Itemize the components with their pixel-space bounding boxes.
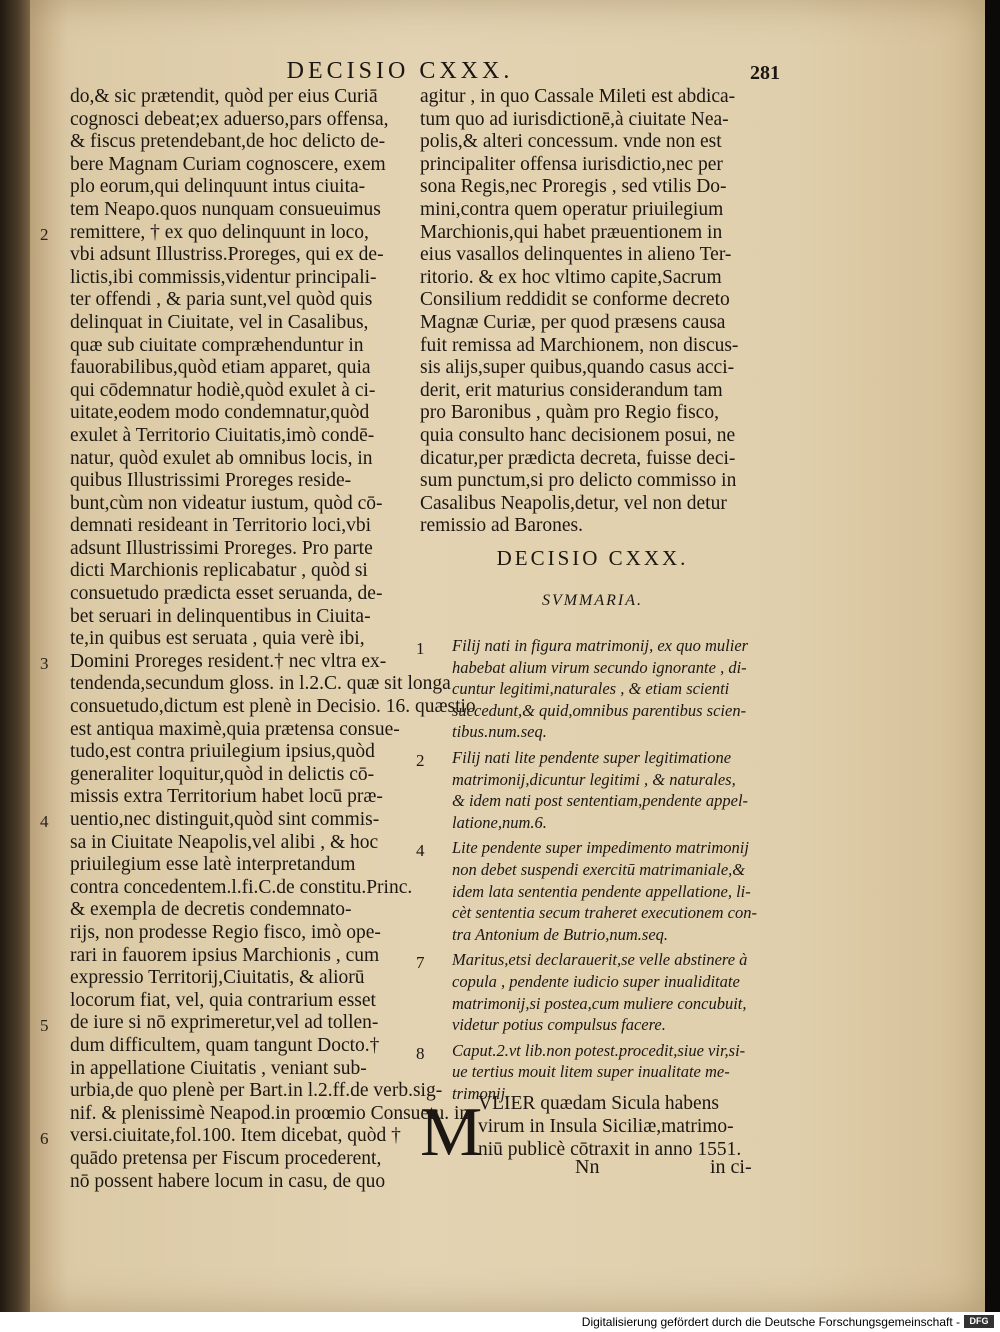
text-line: quādo pretensa per Fiscum procederent, [70,1147,382,1169]
text-line: tem Neapo.quos nunquam consueuimus [70,198,381,220]
text-line: mini,contra quem operatur priuilegium [420,198,724,220]
text-line: adsunt Illustrissimi Proreges. Pro parte [70,537,373,559]
text-line: matrimonij,si postea,cum muliere concubuit, [452,993,747,1013]
footer-credit: Digitalisierung gefördert durch die Deutsche Forschungsgemeinschaft - [581,1315,960,1329]
text-line: derit, erit maturius considerandum tam [420,379,723,401]
text-line: missis extra Territorium habet locū præ- [70,786,383,808]
text-line: Filij nati lite pendente super legitimatione [452,747,732,767]
text-line: ritorio. & ex hoc vltimo capite,Sacrum [420,266,722,288]
text-line: trimonij. [452,1083,510,1103]
summary-text [452,635,771,743]
text-line: niū publicè cōtraxit in anno 1551. [478,1139,742,1160]
text-line: nō possent habere locum in casu, de quo [70,1170,386,1192]
text-line: dicti Marchionis replicabatur , quòd si [70,560,368,582]
margin-number: 3 [40,654,49,673]
text-line: & fiscus pretendebant,de hoc delicto de- [70,131,386,153]
text-line: consuetudo prædicta esset seruanda, de- [70,583,383,605]
left-text-column [70,86,476,1193]
text-line: bunt,cùm non videatur iustum, quòd cō- [70,492,383,514]
text-line: latione,num.6. [452,812,547,832]
text-line: remissio ad Barones. [420,515,584,537]
text-line: habebat alium virum secundo ignorante , di- [452,657,747,677]
text-line: tibus.num.seq. [452,722,547,742]
text-line: fauorabilibus,quòd etiam apparet, quia [70,357,371,379]
text-line: quæ sub ciuitate compræhenduntur in [70,334,364,356]
text-line: natur, quòd exulet ab omnibus locis, in [70,447,373,469]
text-line: polis,& alteri concessum. vnde non est [420,131,722,153]
summary-number: 4 [416,841,425,861]
text-line: principaliter offensa iurisdictio,nec per [420,153,723,175]
text-line: & exempla de decretis condemnato- [70,899,352,921]
text-line: contra concedentem.l.fi.C.de constitu.Princ. [70,876,413,898]
text-line: rijs, non prodesse Regio fisco, imò ope- [70,921,381,943]
text-line: Consilium reddidit se conforme decreto [420,289,730,311]
text-line: sa in Ciuitate Neapolis,vel alibi , & hoc [70,831,379,853]
text-line: tum quo ad iurisdictionē,à ciuitate Nea- [420,108,729,130]
text-line: vbi adsunt Illustriss.Proreges, qui ex de- [70,244,384,266]
text-line: nif. & plenissimè Neapod.in proœmio Consuetu. in [70,1102,470,1124]
text-line: uentio,nec distinguit,quòd sint commis- [70,809,380,830]
signature-mark: Nn [575,1156,600,1178]
summaria-label: SVMMARIA. [541,592,644,609]
text-line: tudo,est contra priuilegium ipsius,quòd [70,741,375,763]
text-line: ter offendi , & paria sunt,vel quòd quis [70,289,373,311]
text-line: quibus Illustrissimi Proreges reside- [70,470,352,492]
margin-number: 4 [40,812,49,832]
text-line: agitur , in quo Cassale Mileti est abdica- [420,86,736,107]
folio-number: 281 [750,62,780,84]
summary-number: 8 [416,1043,425,1063]
text-line: eius vasallos delinquentes in alieno Ter- [420,244,732,266]
text-line: te,in quibus est seruata , quia verè ibi, [70,628,365,650]
running-head: DECISIO CXXX. [286,58,514,84]
summary-text [452,837,771,945]
margin-number: 5 [40,1015,49,1035]
decision-body-text [478,1092,768,1161]
summary-item [416,635,771,743]
text-line: versi.ciuitate,fol.100. Item dicebat, quòd † [70,1125,401,1147]
text-line: priuilegium esse latè interpretandum [70,854,356,876]
text-line: Casalibus Neapolis,detur, vel non detur [420,492,727,514]
text-line: Magnæ Curiæ, per quod præsens causa [420,311,726,333]
text-line: demnati resideant in Territorio loci,vbi [70,515,371,537]
text-line: est antiqua maximè,quia prætensa consue- [70,718,400,740]
text-line: videtur potius compulsus facere. [452,1015,666,1035]
text-line: copula , pendente iudicio super inualiditate [452,971,740,991]
drop-capital: M [420,1094,483,1171]
footer-bar [0,1312,1000,1332]
summary-number: 1 [416,639,425,658]
text-line: cèt sententia secum traheret executionem con- [452,903,757,923]
summary-number: 2 [416,750,425,770]
text-line: sis alijs,super quibus,quando casus acci- [420,357,735,379]
text-line: uitate,eodem modo condemnatur,quòd [70,402,370,424]
text-line: locorum fiat, vel, quia contrarium esset [70,989,376,1011]
book-gutter [0,0,30,1312]
decision-heading: DECISIO CXXX. [496,546,689,570]
text-line: Filij nati in figura matrimonij, ex quo mulier [452,636,749,655]
margin-number: 2 [40,224,49,244]
text-line: dicatur,per prædicta decreta, fuisse deci- [420,447,736,469]
summary-item [416,949,771,1035]
text-line: virum in Insula Siciliæ,matrimo- [478,1116,734,1137]
text-line: de iure si nō exprimeretur,vel ad tollen- [70,1012,379,1034]
text-line: delinquat in Ciuitate, vel in Casalibus, [70,311,369,333]
text-line: urbia,de quo plenè per Bart.in l.2.ff.de verb.sig- [70,1080,443,1102]
summary-item [416,747,771,833]
text-line: VLIER quædam Sicula habens [478,1093,719,1114]
text-line: sona Regis,nec Proregis , sed vtilis Do- [420,176,727,198]
text-line: & idem nati post sententiam,pendente appel- [452,791,749,811]
text-line: bet seruari in delinquentibus in Ciuita- [70,605,371,627]
text-line: Maritus,etsi declarauerit,se velle abstinere à [452,950,748,970]
text-line: cuntur legitimi,naturales , & etiam scienti [452,679,730,699]
summary-text [452,747,771,833]
text-line: Domini Proreges resident.† nec vltra ex- [70,650,387,672]
text-line: fuit remissa ad Marchionem, non discus- [420,334,739,356]
text-line: dum difficultem, quam tangunt Docto.† [70,1034,380,1056]
text-line: qui cōdemnatur hodiè,quòd exulet à ci- [70,379,376,401]
text-line: exulet à Territorio Ciuitatis,imò condē- [70,424,375,446]
text-line: cognosci debeat;ex aduerso,pars offensa, [70,108,389,130]
text-line: ue tertius mouit litem super inualitate me- [452,1062,730,1082]
right-text-column [420,86,765,538]
margin-number: 6 [40,1128,49,1148]
summary-text [452,949,771,1035]
dfg-logo: DFG [964,1315,994,1328]
text-line: rari in fauorem ipsius Marchionis , cum [70,944,380,966]
summary-list [416,635,771,1108]
text-line: bere Magnam Curiam cognoscere, exem [70,153,386,175]
catchword: in ci- [710,1156,752,1178]
text-line: non debet suspendi exercitū matrimaniale,& [452,859,746,879]
text-line: do,& sic prætendit, quòd per eius Curiā [70,86,378,107]
text-line: Lite pendente super impedimento matrimonij [452,838,749,858]
text-line: in appellatione Ciuitatis , veniant sub- [70,1057,367,1079]
text-line: idem lata sententia pendente appellatione, li- [452,881,751,901]
text-line: remittere, † ex quo delinquunt in loco, [70,221,369,243]
text-line: plo eorum,qui delinquunt intus ciuita- [70,176,366,198]
text-line: quia consulto hanc decisionem posui, ne [420,424,736,446]
text-line: generaliter loquitur,quòd in delictis cō- [70,763,375,785]
summary-number: 7 [416,953,425,973]
text-line: pro Baronibus , quàm pro Regio fisco, [420,402,719,424]
summary-item [416,837,771,945]
text-line: lictis,ibi commissis,videntur principali- [70,266,377,288]
text-line: matrimonij,dicuntur legitimi , & naturales, [452,769,736,789]
text-line: Caput.2.vt lib.non potest.procedit,siue vir,si- [452,1040,746,1060]
text-line: succedunt,& quid,omnibus parentibus scien- [452,700,747,720]
text-line: tendenda,secundum gloss. in l.2.C. quæ sit longa [70,673,451,695]
text-line: Marchionis,qui habet præuentionem in [420,221,723,243]
text-line: expressio Territorij,Ciuitatis, & aliorū [70,967,365,989]
text-line: sum punctum,si pro delicto commisso in [420,470,737,492]
text-line: consuetudo,dictum est plenè in Decisio. 16. quæstio [70,696,476,718]
text-line: tra Antonium de Butrio,num.seq. [452,924,669,944]
